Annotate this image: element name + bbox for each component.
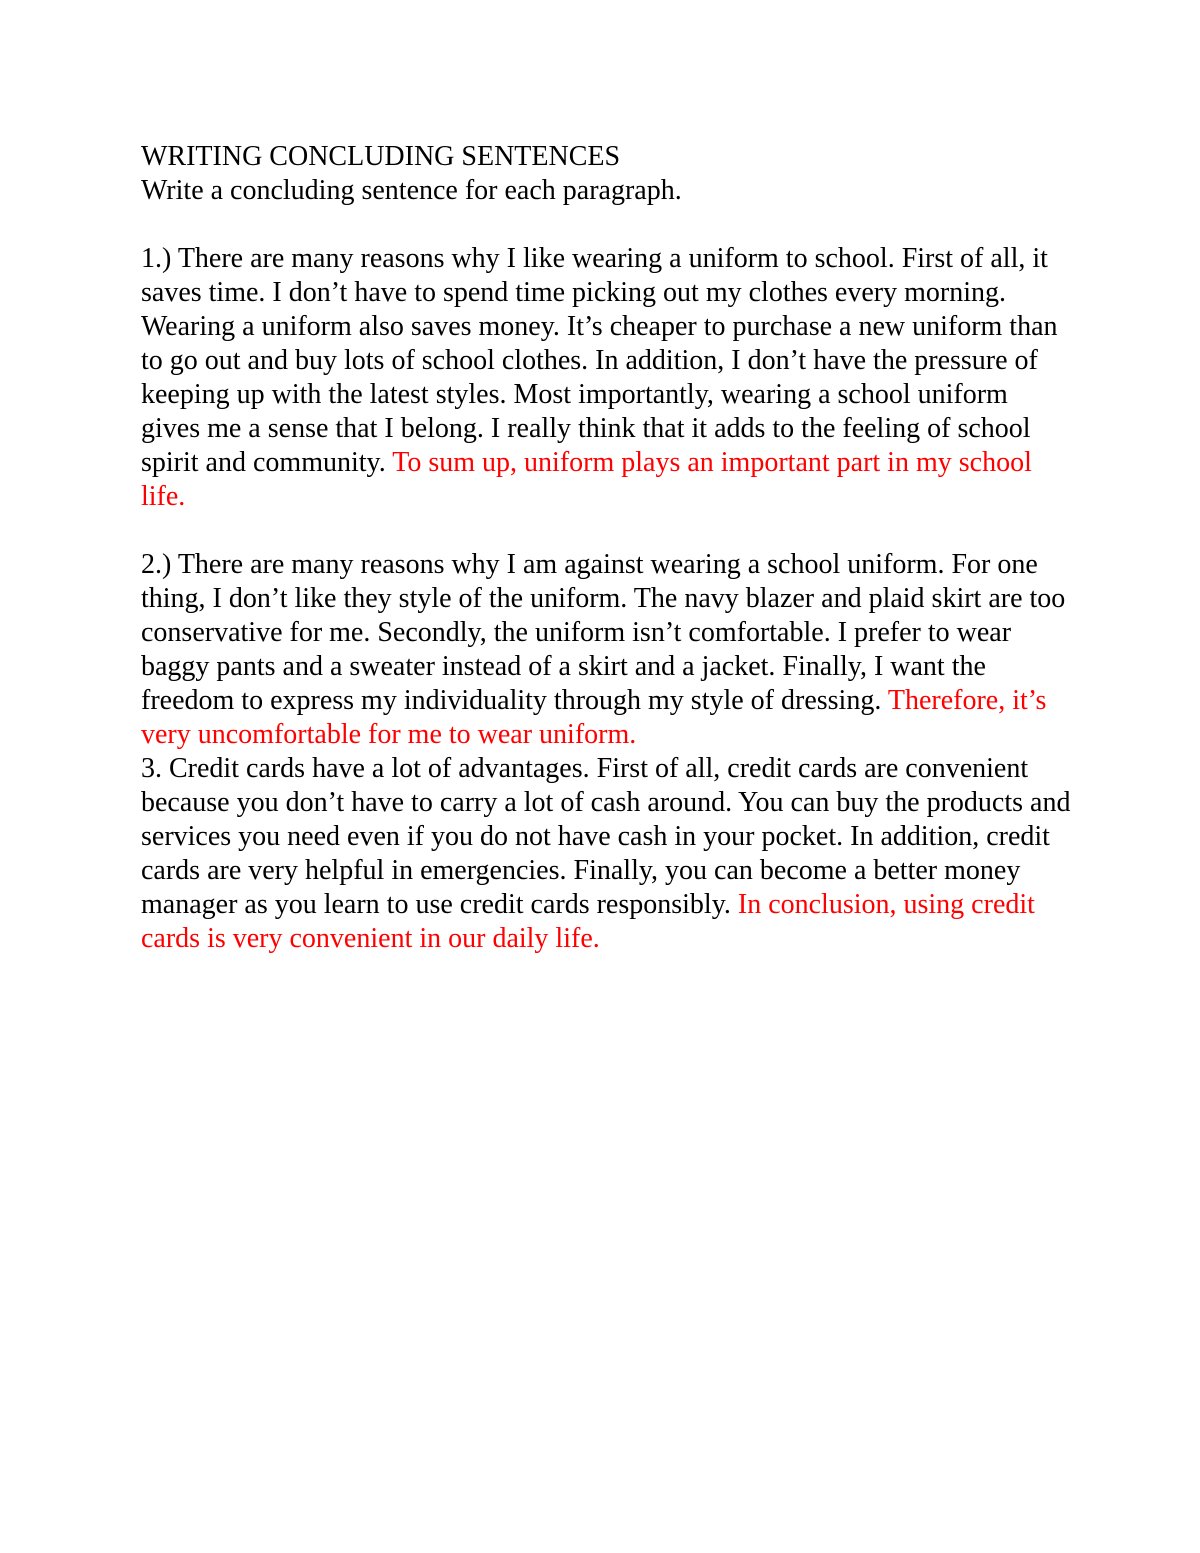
paragraph-3 bbox=[141, 752, 1071, 956]
paragraph-1-body: 1.) There are many reasons why I like wearing a uniform to school. First of all, it saves time. I don’t have to spend time picking out my clothes every morning. Wearing a uniform also saves money. It’s cheaper to purchase a new uniform than to go out and buy lots of school clothes. In addition, I don’t have the pressure of keeping up with the latest styles. Most importantly, wearing a school uniform gives me a sense that I belong. I really think that it adds to the feeling of school spirit and community. bbox=[141, 243, 1058, 478]
paragraph-2-conclusion: Therefore, it’s very uncomfortable for me to wear uniform. bbox=[141, 685, 1047, 750]
paragraph-3-body: 3. Credit cards have a lot of advantages. First of all, credit cards are convenient because you don’t have to carry a lot of cash around. You can buy the products and services you need even if you do not have cash in your pocket. In addition, credit cards are very helpful in emergencies. Finally, you can become a better money manager as you learn to use credit cards responsibly. bbox=[141, 753, 1071, 920]
paragraph-2-body: 2.) There are many reasons why I am against wearing a school uniform. For one thing, I don’t like they style of the uniform. The navy blazer and plaid skirt are too conservative for me. Secondly, the uniform isn’t comfortable. I prefer to wear baggy pants and a sweater instead of a skirt and a jacket. Finally, I want the freedom to express my individuality through my style of dressing. bbox=[141, 549, 1066, 716]
document-page bbox=[141, 140, 1071, 956]
blank-line bbox=[141, 208, 1071, 242]
paragraph-1-conclusion: To sum up, uniform plays an important part in my school life. bbox=[141, 447, 1032, 512]
paragraph-2 bbox=[141, 548, 1071, 752]
paragraph-1 bbox=[141, 242, 1071, 514]
document-instruction: Write a concluding sentence for each paragraph. bbox=[141, 175, 682, 206]
paragraph-3-conclusion: In conclusion, using credit cards is very convenient in our daily life. bbox=[141, 889, 1035, 954]
document-title: WRITING CONCLUDING SENTENCES bbox=[141, 141, 621, 172]
blank-line bbox=[141, 514, 1071, 548]
